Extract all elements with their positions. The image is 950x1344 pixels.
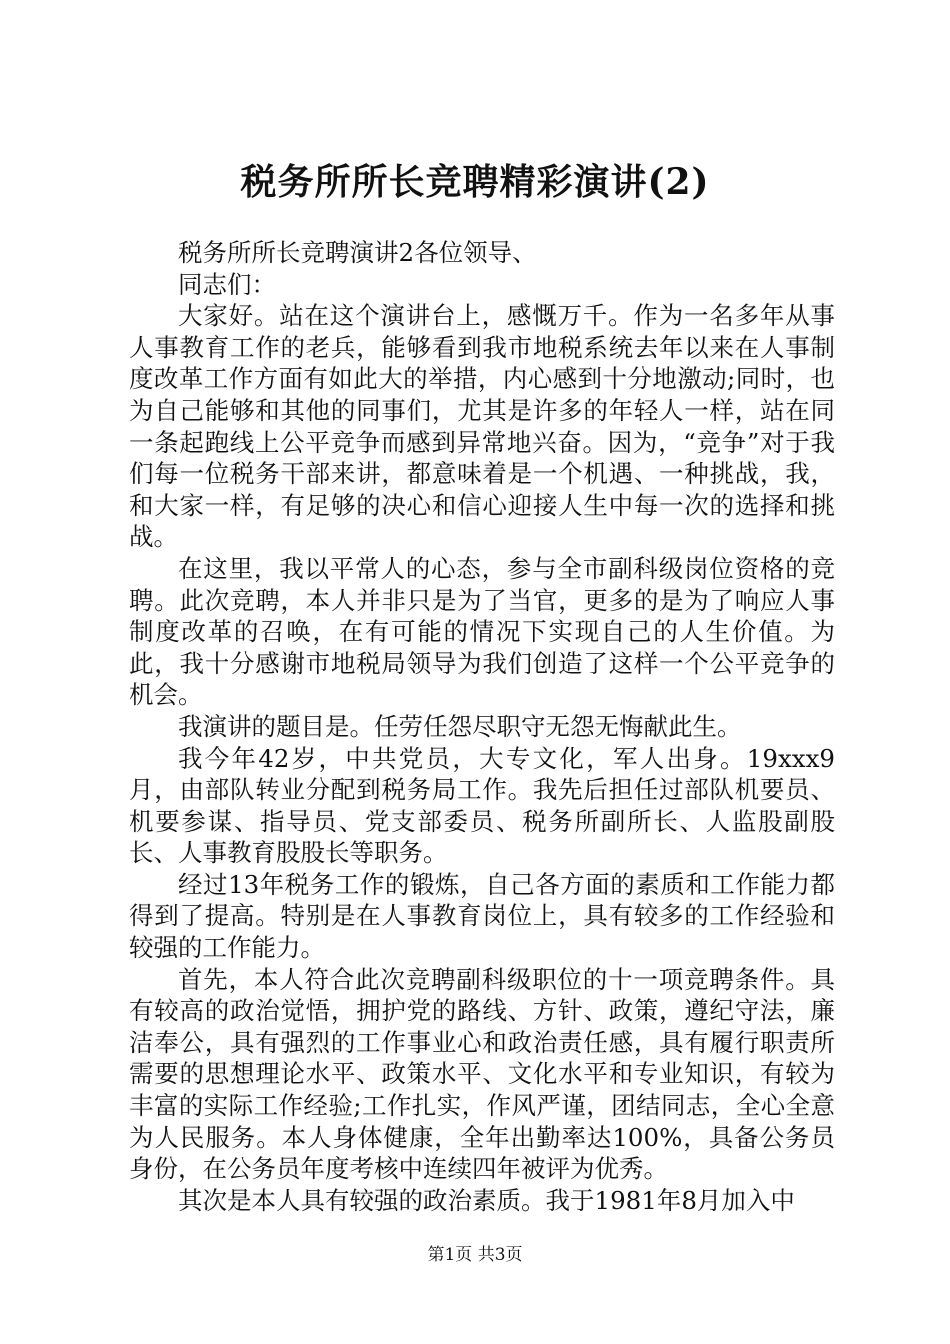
paragraph-9: 其次是本人具有较强的政治素质。我于1981年8月加入中 bbox=[178, 1185, 795, 1215]
paragraph-1: 税务所所长竞聘演讲2各位领导、 bbox=[178, 238, 537, 267]
paragraph-4: 在这里，我以平常人的心态，参与全市副科级岗位资格的竞聘。此次竞聘，本人并非只是为了当官，更多的是为了响应人事制度改革的召唤，在有可能的情况下实现自己的人生价值。为此，我十分感谢市地税局领导为我们创造了这样一个公平竞争的机会。 bbox=[129, 553, 835, 710]
paragraph-8: 首先，本人符合此次竞聘副科级职位的十一项竞聘条件。具有较高的政治觉悟，拥护党的路线、方针、政策，遵纪守法，廉洁奉公，具有强烈的工作事业心和政治责任感，具有履行职责所需要的思想理论水平、政策水平、文化水平和专业知识，有较为丰富的实际工作经验;工作扎实，作风严谨，团结同志，全心全意为人民服务。本人身体健康，全年出勤率达100%，具备公务员身份，在公务员年度考核中连续四年被评为优秀。 bbox=[129, 964, 835, 1184]
paragraph-6: 我今年42岁，中共党员，大专文化，军人出身。19xxx9月，由部队转业分配到税务局工作。我先后担任过部队机要员、机要参谋、指导员、党支部委员、税务所副所长、人监股副股长、人事教育股股长等职务。 bbox=[129, 743, 835, 868]
paragraph-7: 经过13年税务工作的锻炼，自己各方面的素质和工作能力都得到了提高。特别是在人事教育岗位上，具有较多的工作经验和较强的工作能力。 bbox=[129, 869, 835, 963]
paragraph-5: 我演讲的题目是。任劳任怨尽职守无怨无悔献此生。 bbox=[178, 711, 742, 741]
page-footer: 第1页 共3页 bbox=[427, 1245, 523, 1265]
document-body bbox=[129, 237, 835, 1216]
paragraph-3: 大家好。站在这个演讲台上，感慨万千。作为一名多年从事人事教育工作的老兵，能够看到我市地税系统去年以来在人事制度改革工作方面有如此大的举措，内心感到十分地激动;同时，也为自己能够和其他的同事们，尤其是许多的年轻人一样，站在同一条起跑线上公平竞争而感到异常地兴奋。因为，“竞争”对于我们每一位税务干部来讲，都意味着是一个机遇、一种挑战，我，和大家一样，有足够的决心和信心迎接人生中每一次的选择和挑战。 bbox=[129, 301, 835, 552]
paragraph-2: 同志们： bbox=[178, 269, 276, 299]
document-title: 税务所所长竞聘精彩演讲(2) bbox=[240, 161, 710, 203]
